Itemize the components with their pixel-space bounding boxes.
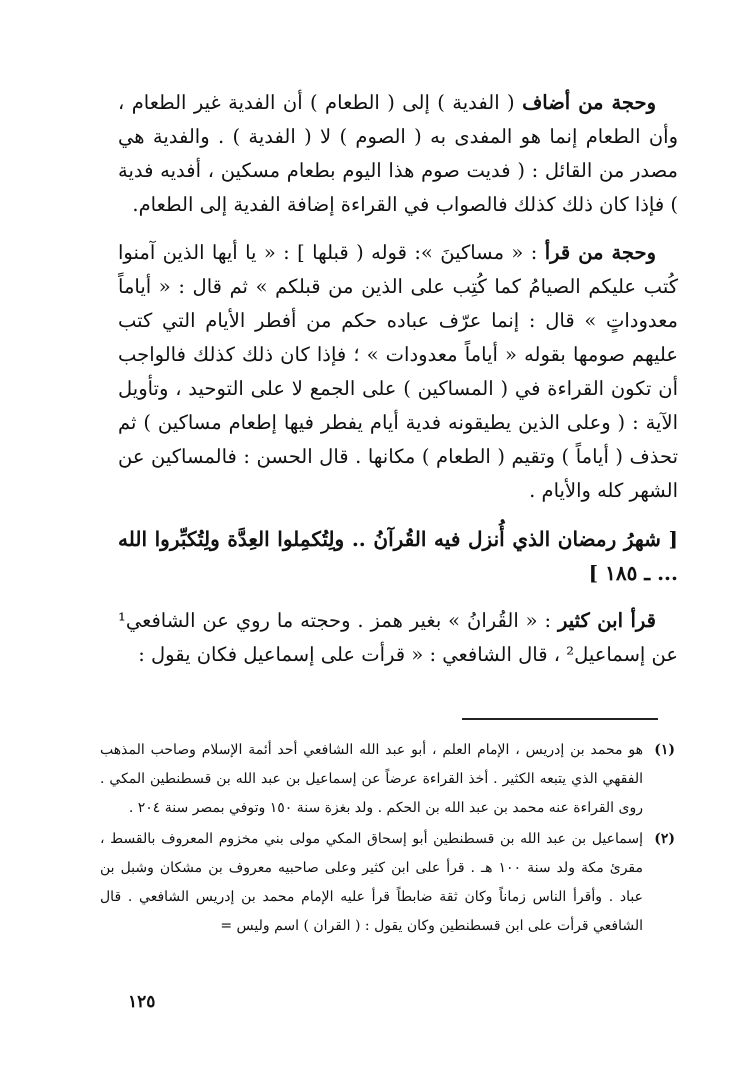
footnote-divider [462,718,658,720]
paragraph [118,86,678,222]
footnotes [100,736,675,943]
paragraph [118,604,678,672]
paragraph-text: : « مساكينَ »: قوله ( قبلها ] : « يا أيها الذين آمنوا كُتب عليكم الصيامُ كما كُتِب على الذين من قبلكم » ثم قال : « أياماً معدوداتٍ » قال : إنما عرّف عباده حكم من أفطر الأيام التي كتب عليهم صومها بقوله « أياماً معدودات » ؛ فإذا كان ذلك كذلك فالواجب أن تكون القراءة في ( المساكين ) على الجمع لا على التوحيد ، وتأويل الآية : ( وعلى الذين يطيقونه فدية أيام يفطر فيها إطعام مساكين ) ثم تحذف ( أياماً ) وتقيم ( الطعام ) مكانها . قال الحسن : فالمساكين عن الشهر كله والأيام . [118,241,678,502]
paragraph-text: ( الفدية ) إلى ( الطعام ) أن الفدية غير الطعام ، وأن الطعام إنما هو المفدى به ( الصوم ) لا ( الفدية ) . والفدية هي مصدر من القائل : ( فديت صوم هذا اليوم بطعام مسكين ، أفديه فدية ) فإذا كان ذلك كذلك فالصواب في القراءة إضافة الفدية إلى الطعام. [118,91,678,216]
page-number: ١٢٥ [128,992,156,1012]
footnote-text: هو محمد بن إدريس ، الإمام العلم ، أبو عبد الله الشافعي أحد أئمة الإسلام وصاحب المذهب الفقهي الذي يتبعه الكثير . أخذ القراءة عرضاً عن إسماعيل بن عبد الله بن قسطنطين المكي . روى القراءة عنه محمد بن عبد الله بن الحكم . ولد بغزة سنة ١٥٠ وتوفي بمصر سنة ٢٠٤ . [100,742,643,816]
footnote [100,825,675,941]
paragraph-lead: قرأ ابن كثير [557,609,656,632]
footnote-text: إسماعيل بن عبد الله بن قسطنطين أبو إسحاق المكي مولى بني مخزوم المعروف بالقسط ، مقرئ مكة ولد سنة ١٠٠ هـ . قرأ على ابن كثير وعلى صاحبيه معروف بن مشكان وشبل بن عباد . وأقرأ الناس زماناً وكان ثقة ضابطاً قرأ عليه الإمام محمد بن إدريس الشافعي . قال الشافعي قرأت على ابن قسطنطين وكان يقول : ( القران ) اسم وليس = [100,831,643,934]
paragraph [118,236,678,508]
main-text [118,86,678,686]
paragraph-text: : « القُرانُ » بغير همز . وحجته ما روي عن الشافعي¹ عن إسماعيل² ، قال الشافعي : « قرأت على إسماعيل فكان يقول : [118,609,678,666]
footnote-number: (١) [654,742,675,758]
quran-verse: [ شهرُ رمضان الذي أُنزل فيه القُرآنُ .. ولِتُكمِلوا العِدَّة ولِتُكبِّروا الله ... ـ ١٨٥ ] [118,527,678,585]
footnote [100,736,675,823]
footnote-number: (٢) [654,831,675,847]
paragraph-lead: وحجة من قرأ [544,241,656,264]
paragraph-lead: وحجة من أضاف [522,91,656,114]
